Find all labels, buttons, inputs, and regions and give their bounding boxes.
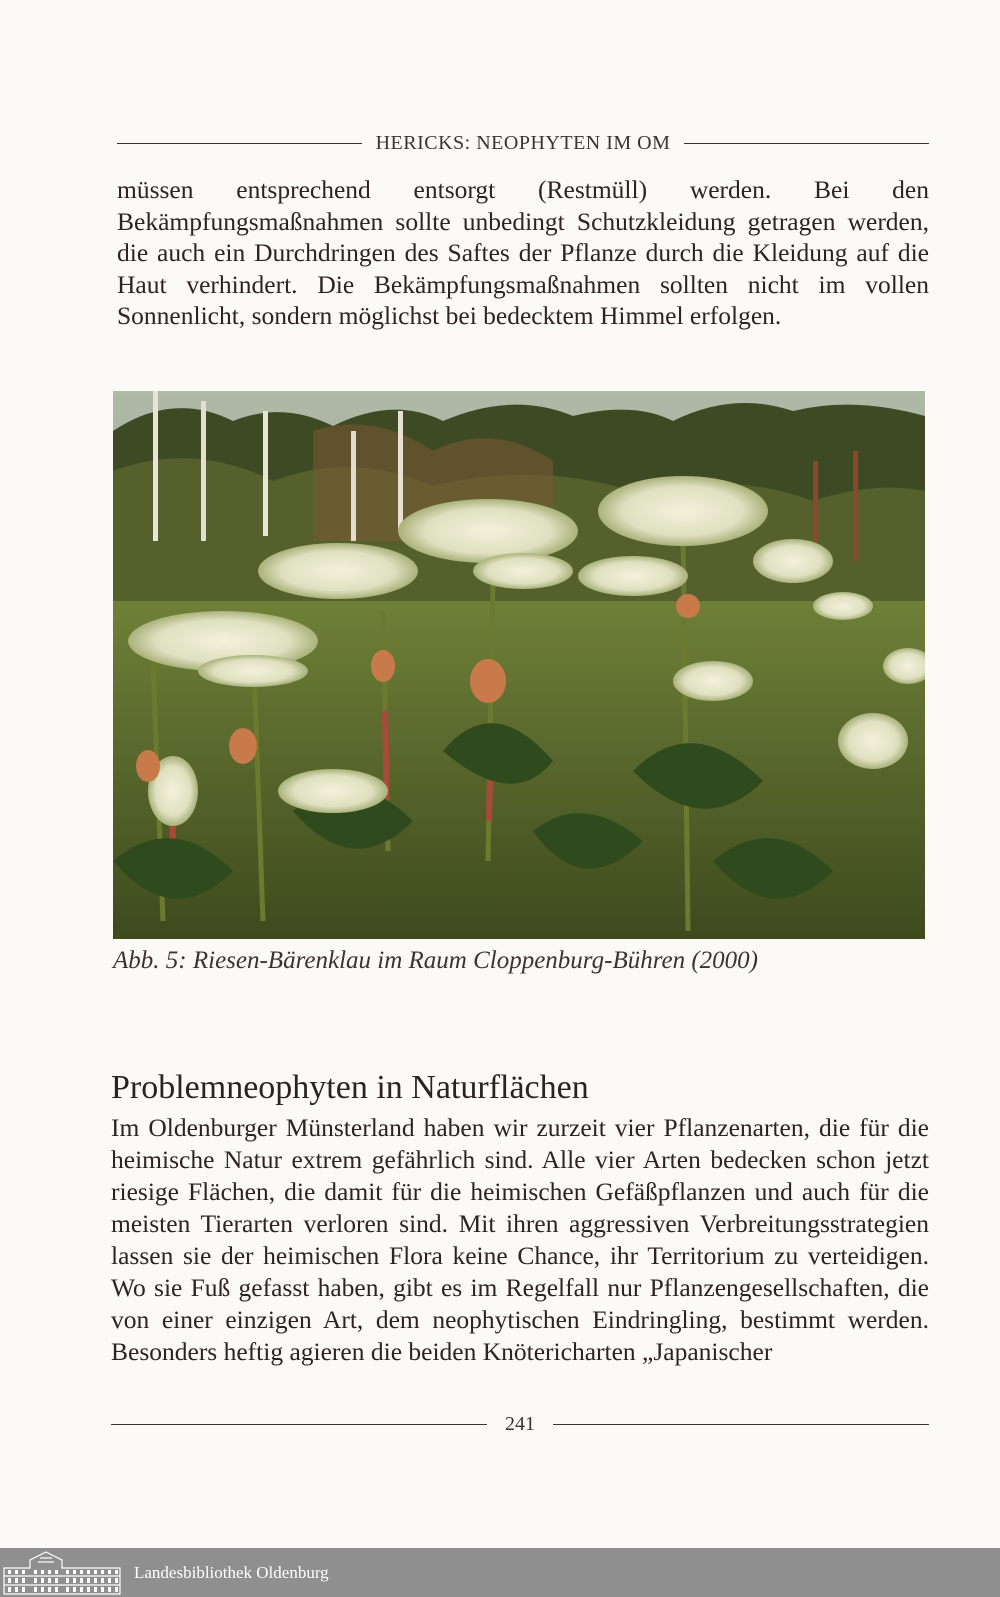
header-rule-right (684, 143, 929, 144)
library-building-icon (0, 1548, 124, 1597)
header-rule-left (117, 143, 362, 144)
top-paragraph (117, 174, 929, 332)
top-paragraph-text: müssen entsprechend entsorgt (Restmüll) werden. Bei den Bekämpfungsmaßnahmen sollte unbedingt Schutzkleidung getragen werden, die auch ein Durchdringen des Saftes der Pflanze durch die Kleidung auf die Haut verhindert. Die Bekämpfungsmaßnahmen sollten nicht im vollen Sonnenlicht, sondern möglichst bei bedecktem Himmel erfolgen. (117, 175, 929, 330)
footer-rule-left (111, 1424, 487, 1425)
page-footer (111, 1409, 929, 1439)
library-bar (0, 1548, 1000, 1597)
library-name: Landesbibliothek Oldenburg (134, 1562, 329, 1582)
section-heading: Problemneophyten in Naturflächen (111, 1069, 589, 1106)
giant-hogweed-photo (113, 391, 925, 939)
section-paragraph (111, 1112, 929, 1368)
running-header (117, 128, 929, 158)
figure-photo (113, 391, 925, 939)
page-number: 241 (505, 1412, 535, 1435)
footer-rule-right (553, 1424, 929, 1425)
figure-caption: Abb. 5: Riesen-Bärenklau im Raum Cloppenburg-Bühren (2000) (113, 947, 759, 974)
section-paragraph-text: Im Oldenburger Münsterland haben wir zurzeit vier Pflanzenarten, die für die heimische Natur extrem gefährlich sind. Alle vier Arten bedecken schon jetzt riesige Flächen, die damit für die heimischen Gefäßpflanzen und auch für die meisten Tierarten verloren sind. Mit ihren aggressiven Verbreitungsstrategien lassen sie der heimischen Flora keine Chance, ihr Territorium zu verteidigen. Wo sie Fuß gefasst haben, gibt es im Regelfall nur Pflanzengesellschaften, die von einer einzigen Art, dem neophytischen Eindringling, bestimmt werden. Besonders heftig agieren die beiden Knötericharten „Japanischer (111, 1113, 929, 1366)
running-title: HERICKS: NEOPHYTEN IM OM (375, 131, 671, 154)
